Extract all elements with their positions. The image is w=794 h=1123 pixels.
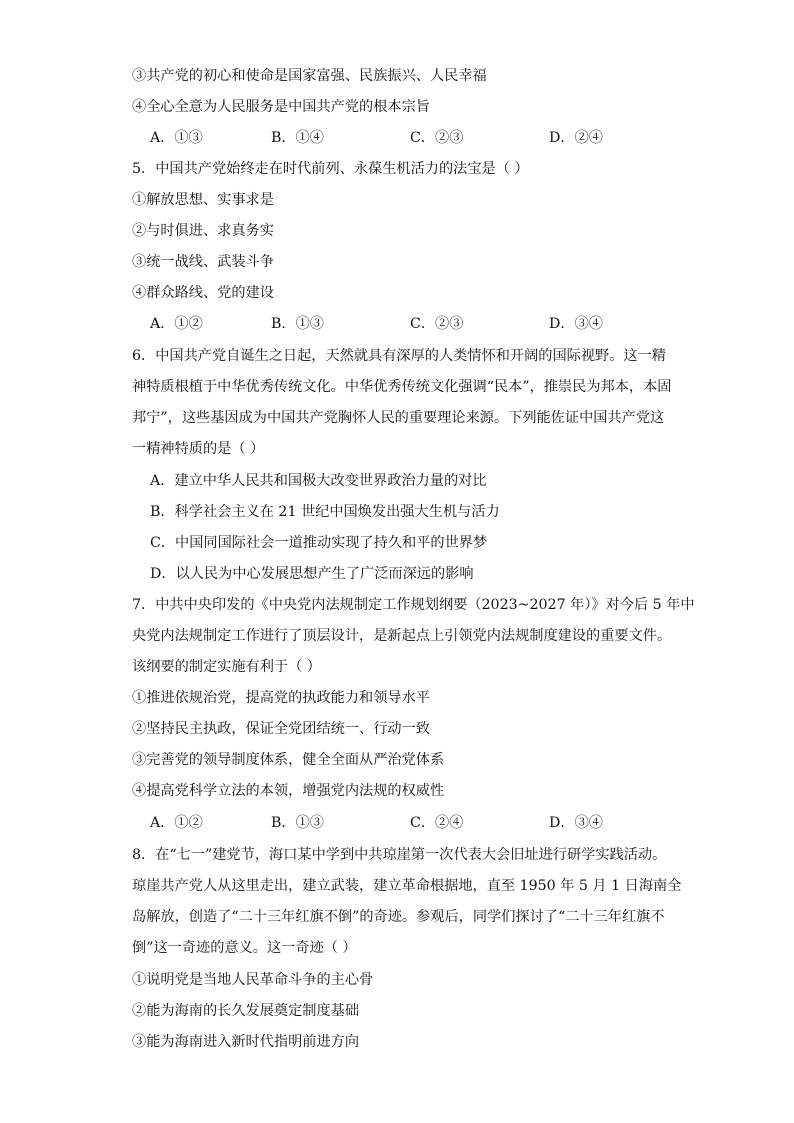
q5-item-1: ①解放思想、实事求是 (132, 192, 274, 208)
q5-option-c[interactable]: C．②③ (410, 316, 464, 332)
q7-stem-line: 7．中共中央印发的《中央党内法规制定工作规划纲要（2023~2027 年）》对今后 5 年中 (132, 597, 695, 613)
q6-option-c[interactable]: C．中国同国际社会一道推动实现了持久和平的世界梦 (150, 535, 488, 551)
q8-stem-line: 琼崖共产党人从这里走出，建立武装，建立革命根据地，直至 1950 年 5 月 1 日海南全 (132, 878, 682, 894)
q7-option-a[interactable]: A．①② (150, 815, 203, 831)
q7-stem-line: 央党内法规制定工作进行了顶层设计，是新起点上引领党内法规制度建设的重要文件。 (132, 628, 672, 644)
q5-stem: 5．中国共产党始终走在时代前列、永葆生机活力的法宝是（ ） (132, 161, 529, 177)
q4-option-a[interactable]: A．①③ (150, 130, 203, 146)
q7-item-4: ④提高党科学立法的本领，增强党内法规的权威性 (132, 783, 445, 799)
q6-stem-line: 6．中国共产党自诞生之日起，天然就具有深厚的人类情怀和开阔的国际视野。这一精 (132, 348, 666, 364)
q8-item-3: ③能为海南进入新时代指明前进方向 (132, 1034, 360, 1050)
q5-item-2: ②与时俱进、求真务实 (132, 223, 274, 239)
q8-stem-line: 8．在“七一”建党节，海口某中学到中共琼崖第一次代表大会旧址进行研学实践活动。 (132, 847, 667, 863)
q5-option-b[interactable]: B．①③ (271, 316, 324, 332)
q6-option-a[interactable]: A．建立中华人民共和国极大改变世界政治力量的对比 (150, 473, 487, 489)
q6-stem-line: 一精神特质的是（ ） (132, 441, 265, 457)
q4-item-3: ③共产党的初心和使命是国家富强、民族振兴、人民幸福 (132, 68, 487, 84)
q6-option-b[interactable]: B．科学社会主义在 21 世纪中国焕发出强大生机与活力 (150, 504, 500, 520)
q7-option-d[interactable]: D．③④ (549, 815, 603, 831)
q7-option-c[interactable]: C．②④ (410, 815, 464, 831)
q7-item-3: ③完善党的领导制度体系，健全全面从严治党体系 (132, 752, 445, 768)
q8-stem-line: 倒”这一奇迹的意义。这一奇迹（ ） (132, 940, 357, 956)
q4-option-d[interactable]: D．②④ (549, 130, 603, 146)
q8-item-1: ①说明党是当地人民革命斗争的主心骨 (132, 972, 374, 988)
q7-item-2: ②坚持民主执政，保证全党团结统一、行动一致 (132, 721, 430, 737)
q7-stem-line: 该纲要的制定实施有利于（ ） (132, 659, 321, 675)
q7-option-b[interactable]: B．①③ (271, 815, 324, 831)
q4-option-b[interactable]: B．①④ (271, 130, 324, 146)
q4-option-c[interactable]: C．②③ (410, 130, 464, 146)
q6-stem-line: 邦宁”，这些基因成为中国共产党胸怀人民的重要理论来源。下列能佐证中国共产党这 (132, 410, 665, 426)
q7-item-1: ①推进依规治党，提高党的执政能力和领导水平 (132, 690, 430, 706)
q8-stem-line: 岛解放，创造了“二十三年红旗不倒”的奇迹。参观后，同学们探讨了“二十三年红旗不 (132, 909, 665, 925)
q5-option-a[interactable]: A．①② (150, 316, 203, 332)
q6-option-d[interactable]: D．以人民为中心发展思想产生了广泛而深远的影响 (150, 566, 474, 582)
q6-stem-line: 神特质根植于中华优秀传统文化。中华优秀传统文化强调“民本”，推崇民为邦本，本固 (132, 379, 672, 395)
q5-item-3: ③统一战线、武装斗争 (132, 254, 274, 270)
q5-option-d[interactable]: D．③④ (549, 316, 603, 332)
q5-item-4: ④群众路线、党的建设 (132, 285, 274, 301)
q4-item-4: ④全心全意为人民服务是中国共产党的根本宗旨 (132, 99, 430, 115)
q8-item-2: ②能为海南的长久发展奠定制度基础 (132, 1003, 360, 1019)
